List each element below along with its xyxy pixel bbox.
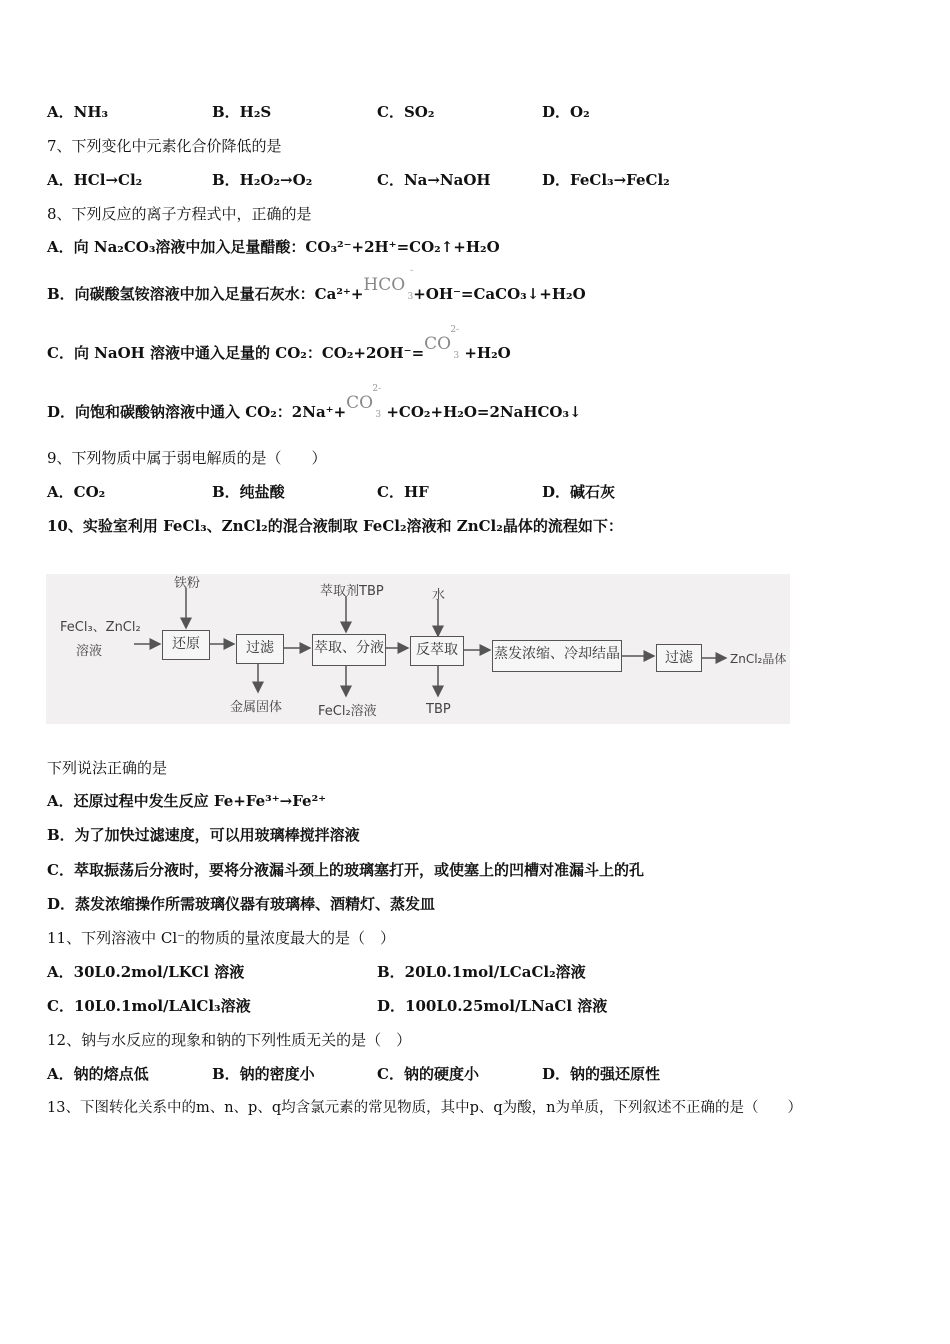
flow-input-label-2: 溶液 [76, 644, 103, 659]
q6-option-b: B．H₂S [212, 103, 272, 121]
q8-b-ion-text: HCO [363, 275, 406, 295]
flow-input-label: FeCl₃、ZnCl₂ [60, 620, 141, 635]
q8-b-post: +OH⁻=CaCO₃↓+H₂O [413, 285, 586, 303]
q11-option-b: B．20L0.1mol/LCaCl₂溶液 [377, 963, 586, 981]
q6-option-a: A．NH₃ [47, 103, 109, 121]
q10-option-d: D．蒸发浓缩操作所需玻璃仪器有玻璃棒、酒精灯、蒸发皿 [47, 895, 436, 913]
q9-option-d: D．碱石灰 [542, 483, 616, 501]
q6-option-d: D．O₂ [542, 103, 590, 121]
q7-option-d: D．FeCl₃→FeCl₂ [542, 171, 670, 189]
q8-b-ion: HCO - 3 [363, 266, 414, 302]
q13-stem: 13、下图转化关系中的m、n、p、q均含氯元素的常见物质，其中p、q为酸，n为单质，下列叙述不正确的是（ ） [47, 1100, 803, 1116]
flow-product-label: ZnCl₂晶体 [730, 652, 787, 666]
q7-stem: 7、下列变化中元素化合价降低的是 [47, 137, 282, 155]
q8-option-b [47, 266, 586, 304]
flow-iron-label: 铁粉 [174, 576, 201, 591]
q11-option-a: A．30L0.2mol/LKCl 溶液 [47, 963, 245, 981]
q7-option-c: C．Na→NaOH [377, 171, 491, 189]
q8-c-pre: C．向 NaOH 溶液中通入足量的 CO₂：CO₂+2OH⁻= [47, 344, 425, 362]
flow-step-back-extract: 反萃取 [410, 636, 464, 666]
flow-water-label: 水 [432, 588, 446, 603]
flow-step-reduce: 还原 [162, 630, 210, 660]
q11-stem: 11、下列溶液中 Cl⁻的物质的量浓度最大的是（ ） [47, 929, 396, 947]
flow-chart-image [46, 574, 790, 724]
q7-option-a: A．HCl→Cl₂ [47, 171, 143, 189]
q8-d-ion: CO 2- 3 [346, 384, 382, 420]
q8-d-post: +CO₂+H₂O=2NaHCO₃↓ [386, 403, 582, 421]
q8-c-ion: CO 2- 3 [424, 325, 460, 361]
q8-d-pre: D．向饱和碳酸钠溶液中通入 CO₂：2Na⁺+ [47, 403, 347, 421]
flow-output-metal: 金属固体 [230, 700, 283, 715]
q11-option-d: D．100L0.25mol/LNaCl 溶液 [377, 997, 608, 1015]
flow-output-fecl2: FeCl₂溶液 [318, 704, 377, 719]
flow-step-filter-1: 过滤 [236, 634, 284, 664]
q7-option-b: B．H₂O₂→O₂ [212, 171, 313, 189]
q9-stem: 9、下列物质中属于弱电解质的是（ ） [47, 449, 327, 467]
q8-option-c [47, 325, 511, 363]
q12-option-d: D．钠的强还原性 [542, 1065, 661, 1083]
q8-option-d [47, 384, 582, 422]
q8-c-post: +H₂O [464, 344, 511, 362]
q10-option-b: B．为了加快过滤速度，可以用玻璃棒搅拌溶液 [47, 826, 360, 844]
q10-prompt: 下列说法正确的是 [47, 759, 168, 777]
flow-step-evaporate: 蒸发浓缩、冷却结晶 [492, 640, 622, 672]
q9-option-b: B．纯盐酸 [212, 483, 285, 501]
q10-stem: 10、实验室利用 FeCl₃、ZnCl₂的混合液制取 FeCl₂溶液和 ZnCl₂晶体的流程如下： [47, 517, 623, 535]
flow-extractant-label: 萃取剂TBP [320, 584, 384, 599]
q10-option-c: C．萃取振荡后分液时，要将分液漏斗颈上的玻璃塞打开，或使塞上的凹槽对准漏斗上的孔 [47, 861, 644, 879]
q8-stem: 8、下列反应的离子方程式中，正确的是 [47, 205, 312, 223]
q12-option-b: B．钠的密度小 [212, 1065, 315, 1083]
q6-option-c: C．SO₂ [377, 103, 435, 121]
flow-step-filter-2: 过滤 [656, 644, 702, 672]
q12-stem: 12、钠与水反应的现象和钠的下列性质无关的是（ ） [47, 1031, 412, 1049]
q11-option-c: C．10L0.1mol/LAlCl₃溶液 [47, 997, 251, 1015]
q10-option-a: A．还原过程中发生反应 Fe+Fe³⁺→Fe²⁺ [47, 792, 327, 810]
q12-option-a: A．钠的熔点低 [47, 1065, 149, 1083]
q8-option-a: A．向 Na₂CO₃溶液中加入足量醋酸：CO₃²⁻+2H⁺=CO₂↑+H₂O [47, 238, 500, 256]
q12-option-c: C．钠的硬度小 [377, 1065, 479, 1083]
q9-option-c: C．HF [377, 483, 429, 501]
q8-d-ion-text: CO [346, 393, 374, 413]
q8-c-ion-text: CO [424, 334, 452, 354]
flow-step-extract: 萃取、分液 [312, 634, 386, 666]
q8-b-pre: B．向碳酸氢铵溶液中加入足量石灰水：Ca²⁺+ [47, 285, 364, 303]
flow-output-tbp: TBP [426, 702, 451, 717]
q9-option-a: A．CO₂ [47, 483, 106, 501]
